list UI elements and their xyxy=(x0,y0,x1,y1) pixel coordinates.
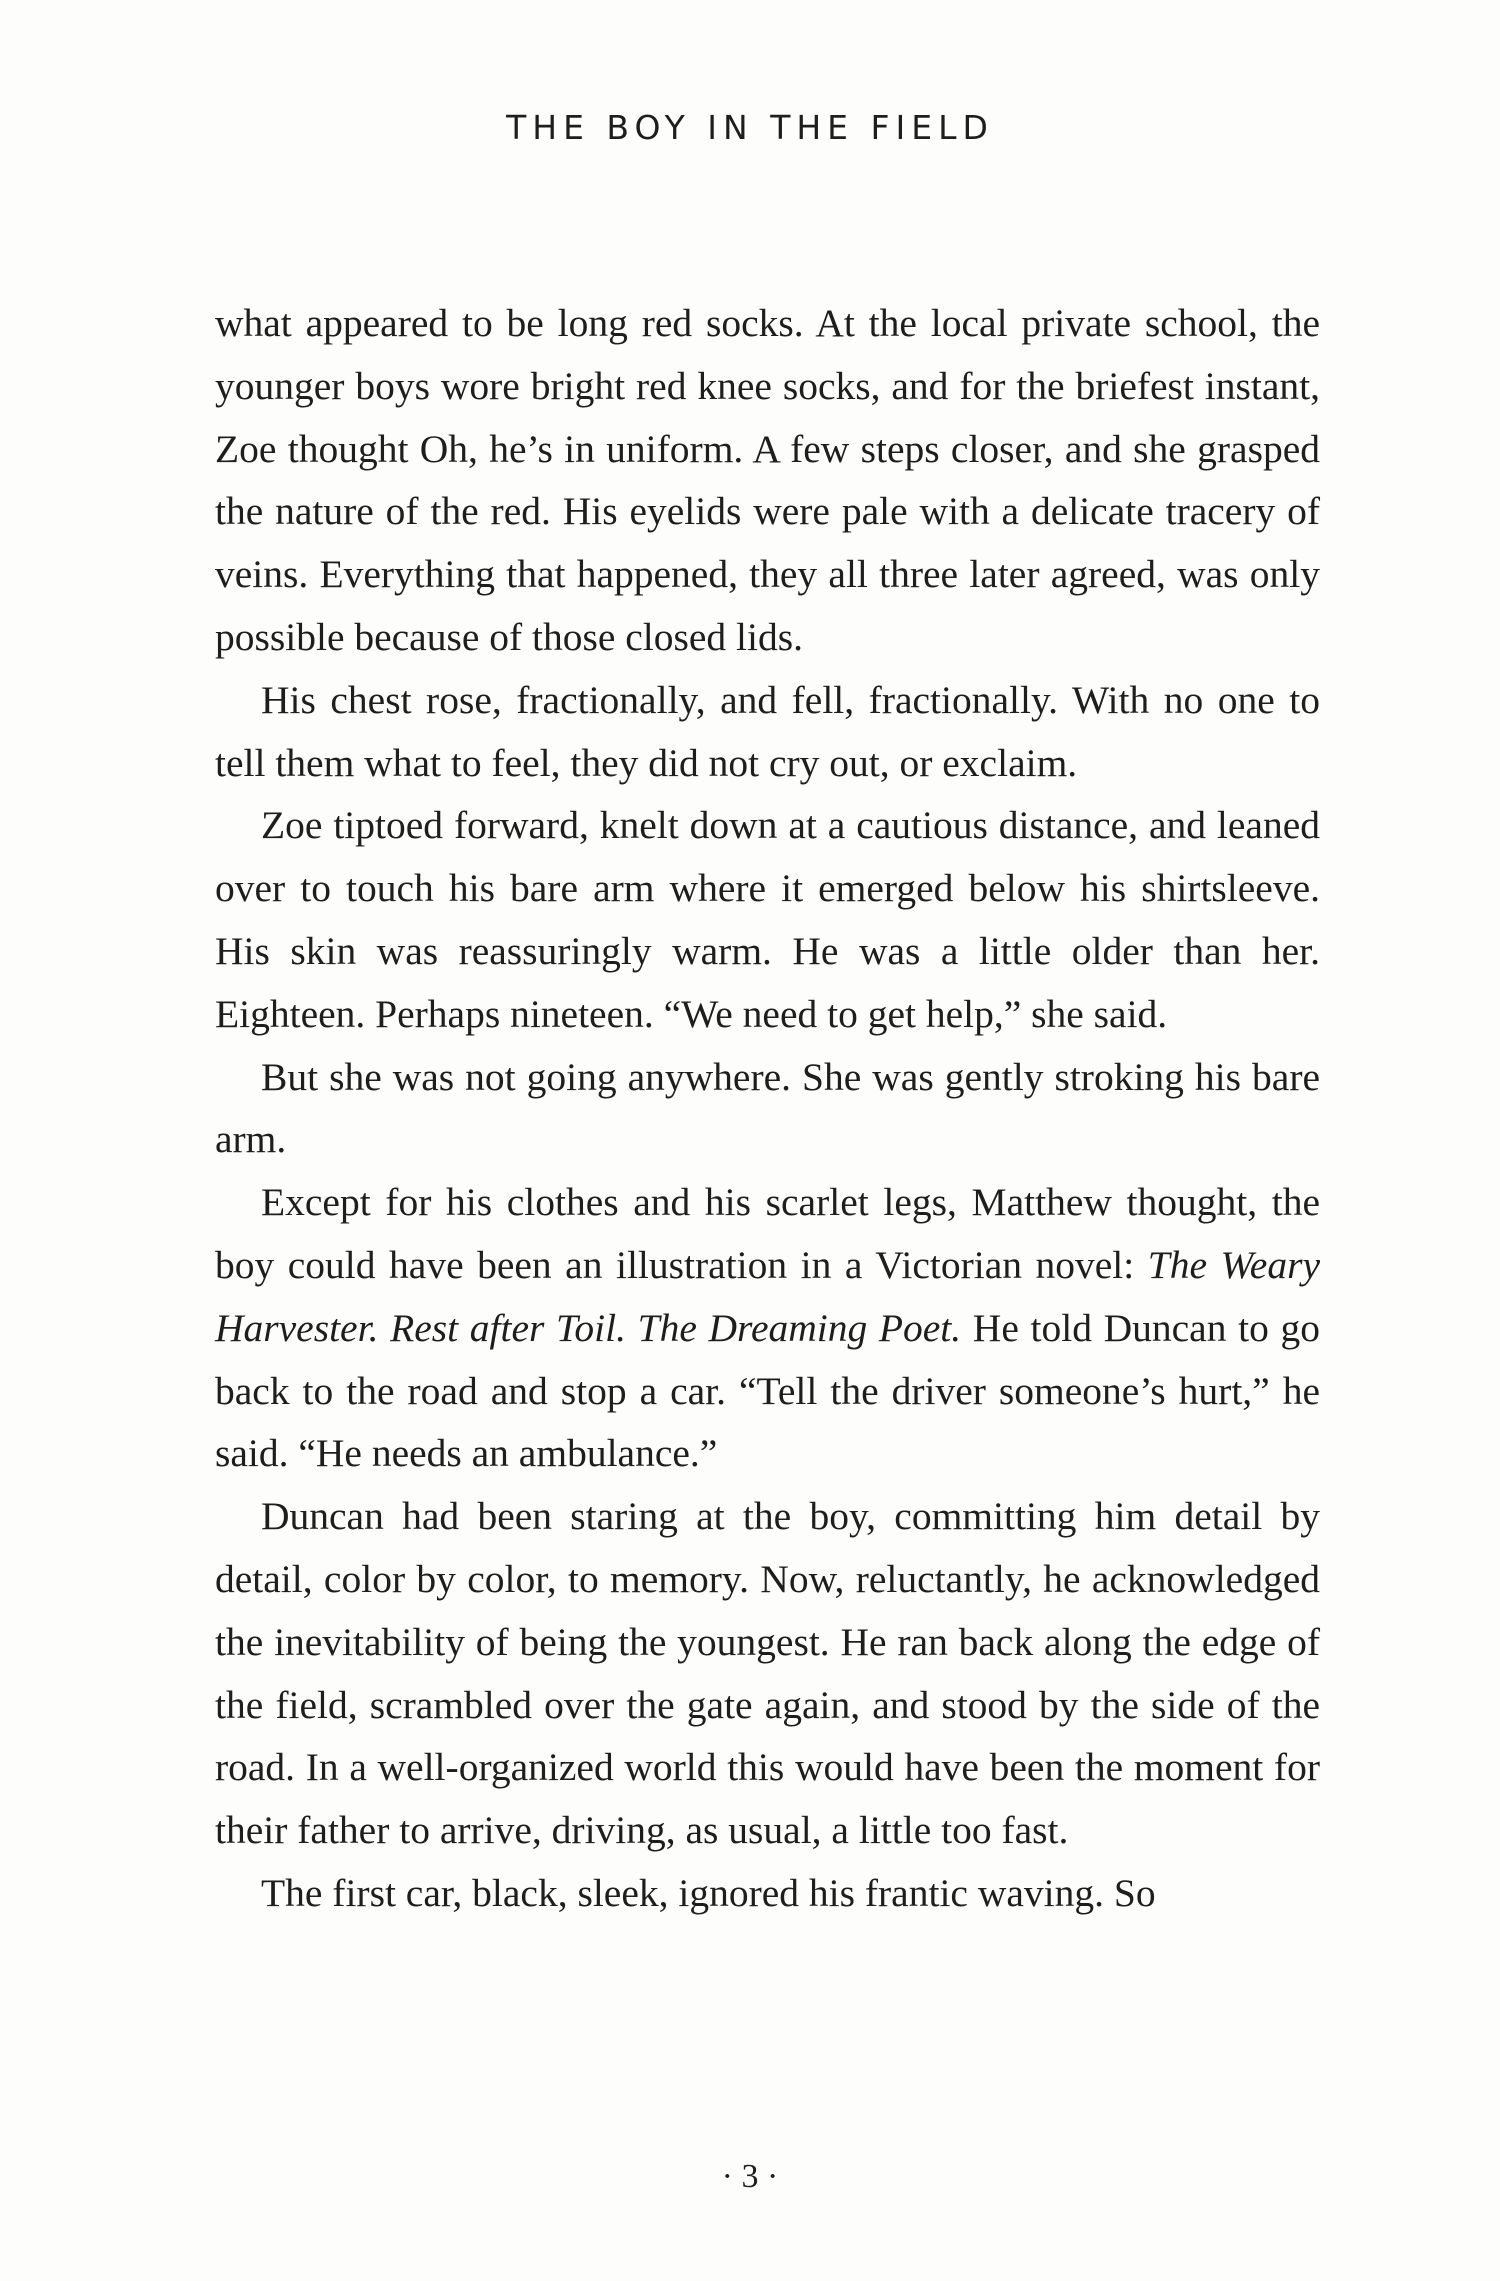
paragraph: what appeared to be long red socks. At the local private school, the younger boys wore bright red knee socks, and for the briefest instant, Zoe thought Oh, he’s in uniform. A few steps closer, and she grasped the nature of the red. His eyelids were pale with a delicate tracery of veins. Everything that happened, they all three later agreed, was only possible because of those closed lids. xyxy=(215,301,1320,659)
paragraph: Zoe tiptoed forward, knelt down at a cautious distance, and leaned over to touch his bare arm where it emerged below his shirtsleeve. His skin was reassuringly warm. He was a little older than her. Eighteen. Perhaps nineteen. “We need to get help,” she said. xyxy=(215,803,1320,1036)
paragraph: His chest rose, fractionally, and fell, fractionally. With no one to tell them what to feel, they did not cry out, or exclaim. xyxy=(215,677,1320,785)
body-text xyxy=(215,292,1320,1925)
paragraph xyxy=(215,1171,1320,1485)
page-number: · 3 · xyxy=(721,2158,779,2195)
italic-titles: The Weary Harvester. Rest after Toil. The Dreaming Poet. xyxy=(215,1242,1320,1350)
running-head: THE BOY IN THE FIELD xyxy=(506,108,994,147)
paragraph-text: Except for his clothes and his scarlet legs, Matthew thought, the boy could have been an illustration in a Victorian novel: xyxy=(215,1180,1320,1287)
paragraph-text: He told Duncan to go back to the road and stop a car. “Tell the driver someone’s hurt,” he said. “He needs an ambulance.” xyxy=(215,1305,1320,1476)
paragraph: Duncan had been staring at the boy, committing him detail by detail, color by color, to memory. Now, reluctantly, he acknowledged the inevitability of being the youngest. He ran back along the edge of the field, scrambled over the gate again, and stood by the side of the road. In a well-organized world this would have been the moment for their father to arrive, driving, as usual, a little too fast. xyxy=(215,1494,1320,1853)
paragraph: The first car, black, sleek, ignored his frantic waving. So xyxy=(261,1870,1156,1915)
paragraph: But she was not going anywhere. She was gently stroking his bare arm. xyxy=(215,1054,1320,1162)
